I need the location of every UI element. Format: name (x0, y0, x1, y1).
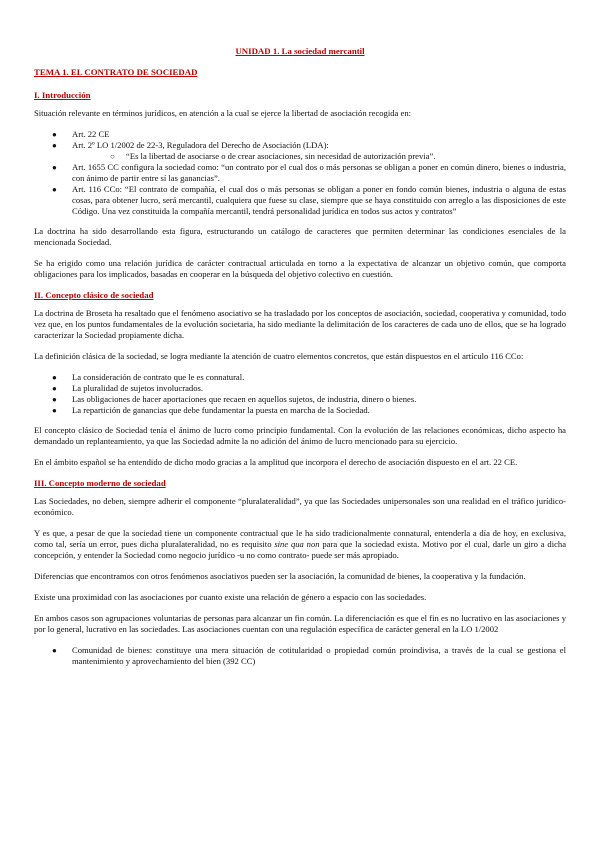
modern-bullet-list (34, 645, 566, 667)
unit-title: UNIDAD 1. La sociedad mercantil (235, 46, 365, 56)
intro-bullet-list (34, 129, 566, 217)
modern-paragraph-2: Y es que, a pesar de que la sociedad tiene un componente contractual que le ha sido tradicionalmente connatural, entenderla a día de hoy, en exclusiva, como tal, sería un error, pues dicha pluralateralidad, no es requisito sine qua non para que la sociedad exista. Motivo por el cual, darle un giro a dicha concepción, y entender la Sociedad como negocio jurídico -u no como contrato- puede ser más apropiado. (34, 528, 567, 560)
bullet-icon: ● (52, 373, 57, 382)
nested-list (34, 151, 566, 162)
classic-paragraph-4: En el ámbito español se ha entendido de dicho modo gracias a la amplitud que incorpora el derecho de asociación dispuesto en el art. 22 CE. (34, 457, 518, 467)
list-item: ● La pluralidad de sujetos involucrados. (52, 383, 204, 393)
intro-paragraph-3: Se ha erigido como una relación jurídica de carácter contractual articulada en torno a la expectativa de alcanzar un objetivo común, que comporta obligaciones para los implicados, basadas en cooperar en la búsqueda del objetivo colectivo en cuestión. (34, 258, 566, 279)
modern-paragraph-3: Diferencias que encontramos con otros fenómenos asociativos pueden ser la asociación, la comunidad de bienes, la cooperativa y la fundación. (34, 571, 526, 581)
list-item: ● Art. 1655 CC configura la sociedad como: “un contrato por el cual dos o más personas se obligan a poner en común dinero, bienes o industria, con ánimo de partir entre sí las ganancias”. (52, 162, 566, 183)
modern-paragraph-5: En ambos casos son agrupaciones voluntarias de personas para alcanzar un fin común. La diferenciación es que el fin es no lucrativo en las asociaciones y por lo general, lucrativo en las sociedades. Las asociaciones cuentan con una regulación específica de carácter general en la LO 1/2002 (34, 613, 566, 634)
section-heading-intro: I. Introducción (34, 90, 91, 100)
intro-paragraph-2: La doctrina ha sido desarrollando esta figura, estructurando un catálogo de caracteres que permiten determinar las condiciones esenciales de la mencionada Sociedad. (34, 226, 566, 247)
list-item: ● Art. 116 CCo: “El contrato de compañía, el cual dos o más personas se obligan a poner en fondo común bienes, industria o alguna de estas cosas, para obtener lucro, será mercantil, cualquiera que fuese su clase, siempre que se haya constituido con arreglo a las disposiciones de este Código. Una vez constituida la compañía mercantil, tendrá personalidad jurídica en todos sus actos y contratos” (52, 184, 566, 216)
list-item: ● Art. 2º LO 1/2002 de 22-3, Reguladora del Derecho de Asociación (LDA): (52, 140, 329, 150)
list-item: ● Art. 22 CE (52, 129, 110, 139)
classic-paragraph-1: La doctrina de Broseta ha resaltado que el fenómeno asociativo se ha trasladado por los conceptos de asociación, sociedad, cooperativa y comunidad, todo vez que, en los puntos fundamentales de la evolución societaria, ha sido mediante la delimitación de los caracteres de cada uno de ellos, que se ha logrado caracterizar la Sociedad propiamente dicha. (34, 308, 566, 340)
latin-phrase: sine qua non (274, 539, 320, 549)
circle-bullet-icon: ○ (110, 152, 115, 161)
bullet-icon: ● (52, 141, 57, 150)
list-item: ● La repartición de ganancias que debe fundamentar la puesta en marcha de la Sociedad. (52, 405, 370, 415)
tema-title: TEMA 1. EL CONTRATO DE SOCIEDAD (34, 67, 198, 77)
intro-paragraph-1: Situación relevante en términos jurídicos, en atención a la cual se ejerce la libertad de asociación recogida en: (34, 108, 412, 118)
list-item: ● Las obligaciones de hacer aportaciones que recaen en aquellos sujetos, de industria, dinero o bienes. (52, 394, 417, 404)
classic-paragraph-3: El concepto clásico de Sociedad tenía el ánimo de lucro como principio fundamental. Con la evolución de las relaciones económicas, dicho aspecto ha demandado un replanteamiento, ya que las Sociedad admite la no adición del ánimo de lucro mencionado para su ejercicio. (34, 425, 566, 446)
list-item: ● La consideración de contrato que le es connatural. (52, 372, 245, 382)
classic-paragraph-2: La definición clásica de la sociedad, se logra mediante la atención de cuatro elementos concretos, que están dispuestos en el artículo 116 CCo: (34, 351, 524, 361)
list-item: ○ “Es la libertad de asociarse o de crear asociaciones, sin necesidad de autorización previa”. (110, 151, 436, 161)
section-heading-classic: II. Concepto clásico de sociedad (34, 290, 154, 300)
bullet-icon: ● (52, 395, 57, 404)
bullet-icon: ● (52, 130, 57, 139)
bullet-icon: ● (52, 163, 57, 172)
modern-paragraph-4: Existe una proximidad con las asociaciones por cuanto existe una relación de género a espacio con las sociedades. (34, 592, 427, 602)
bullet-icon: ● (52, 646, 57, 655)
document-content (34, 46, 566, 676)
classic-bullet-list (34, 372, 566, 416)
bullet-icon: ● (52, 185, 57, 194)
bullet-icon: ● (52, 384, 57, 393)
bullet-icon: ● (52, 406, 57, 415)
section-heading-modern: III. Concepto moderno de sociedad (34, 478, 166, 488)
list-item: ● Comunidad de bienes: constituye una mera situación de cotitularidad o propiedad común proindivisa, a través de la cual se gestiona el mantenimiento y aprovechamiento del bien (392 CC) (52, 645, 566, 666)
sub-bullet-list (34, 151, 566, 162)
modern-paragraph-1: Las Sociedades, no deben, siempre adherir el componente “pluralateralidad”, ya que las Sociedades unipersonales son una realidad en el tráfico jurídico-económico. (34, 496, 566, 517)
